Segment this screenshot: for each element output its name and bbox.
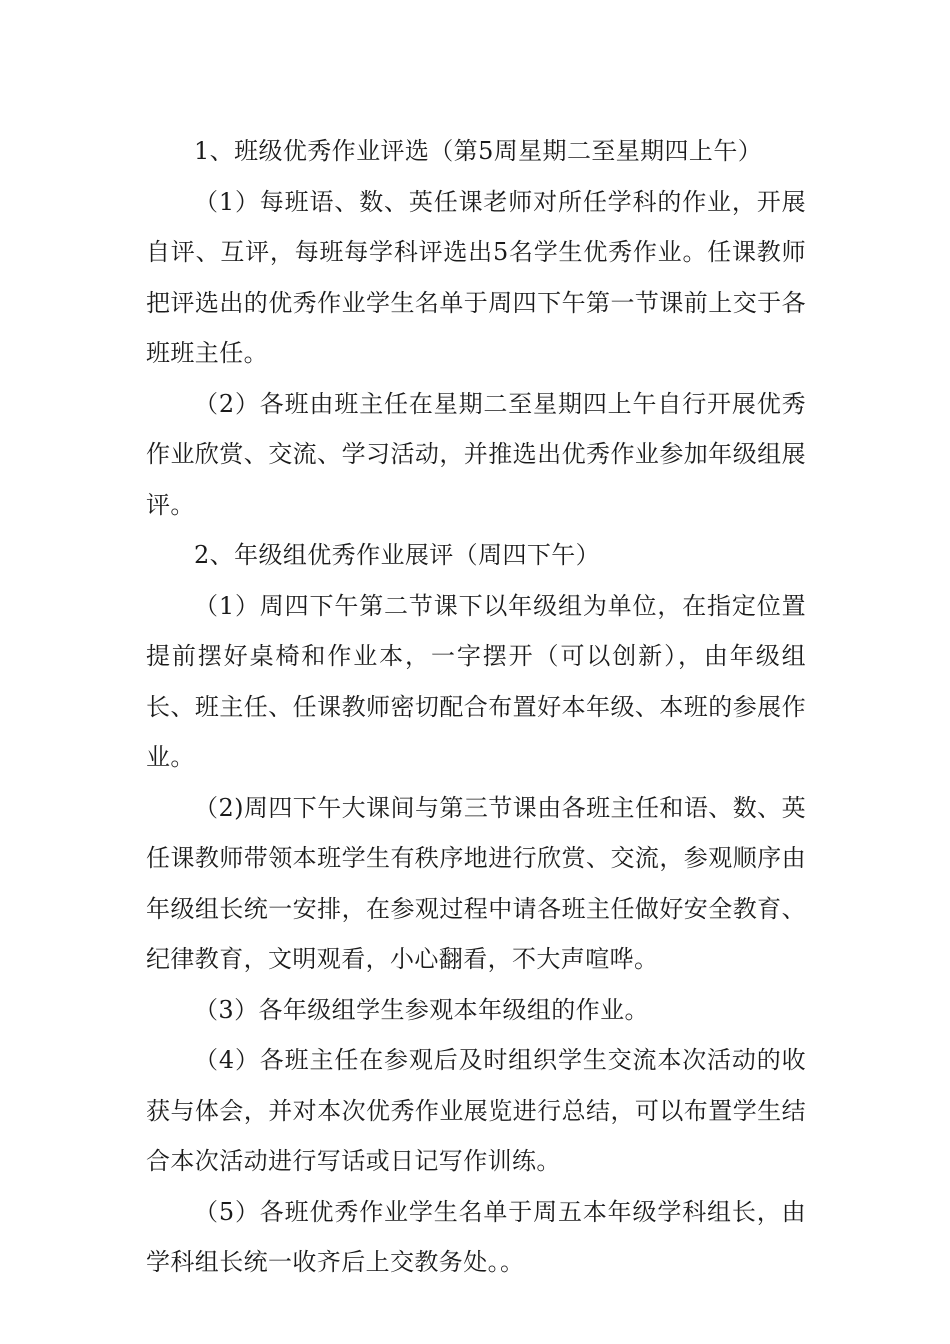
paragraph-2-1: （1）周四下午第二节课下以年级组为单位，在指定位置提前摆好桌椅和作业本，一字摆开（可以创新），由年级组长、班主任、任课教师密切配合布置好本年级、本班的参展作业。 [146, 591, 806, 771]
paragraph-2-3: （3）各年级组学生参观本年级组的作业。 [194, 995, 649, 1024]
paragraph-2-2: （2)周四下午大课间与第三节课由各班主任和语、数、英任课教师带领本班学生有秩序地进行欣赏、交流，参观顺序由年级组长统一安排，在参观过程中请各班主任做好安全教育、纪律教育，文明观看，小心翻看，不大声喧哗。 [146, 793, 806, 973]
document-body [146, 126, 806, 1288]
paragraph-1-1: （1）每班语、数、英任课老师对所任学科的作业，开展自评、互评，每班每学科评选出5名学生优秀作业。任课教师把评选出的优秀作业学生名单于周四下午第一节课前上交于各班班主任。 [146, 187, 806, 367]
paragraph-2-4: （4）各班主任在参观后及时组织学生交流本次活动的收获与体会，并对本次优秀作业展览进行总结，可以布置学生结合本次活动进行写话或日记写作训练。 [146, 1046, 806, 1175]
paragraph-1-2: （2）各班由班主任在星期二至星期四上午自行开展优秀作业欣赏、交流、学习活动，并推选出优秀作业参加年级组展评。 [146, 389, 806, 519]
section-heading-2: 2、年级组优秀作业展评（周四下午） [194, 541, 601, 569]
paragraph-2-5: （5）各班优秀作业学生名单于周五本年级学科组长，由学科组长统一收齐后上交教务处。。 [146, 1197, 806, 1276]
section-heading-1: 1、班级优秀作业评选（第5周星期二至星期四上午） [194, 137, 763, 165]
